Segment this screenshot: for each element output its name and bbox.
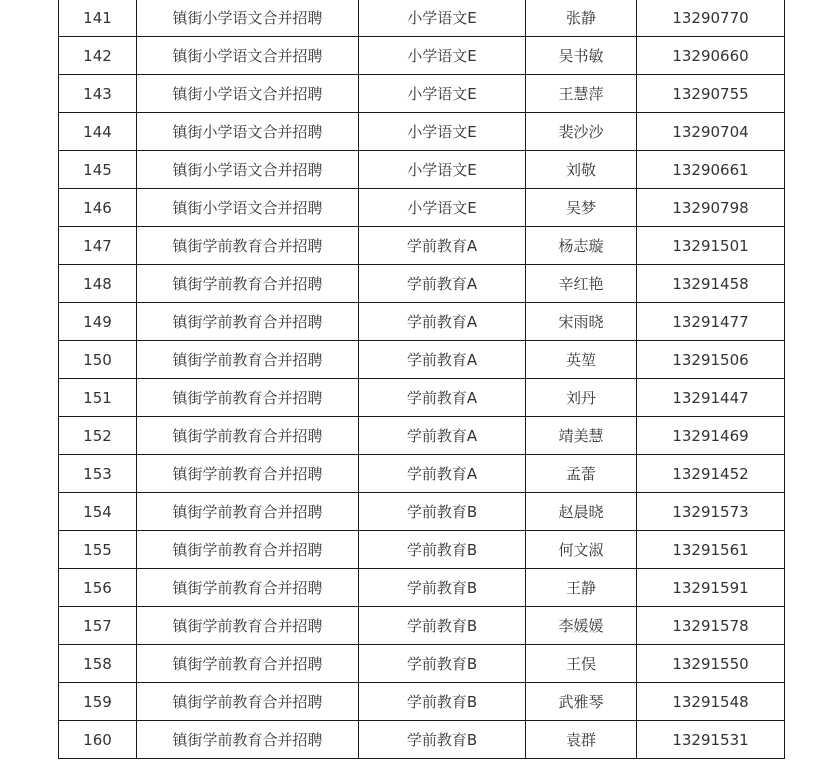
exam-id-cell: 13291531 (637, 721, 785, 759)
row-number-cell: 145 (59, 151, 137, 189)
recruitment-unit-cell: 镇街学前教育合并招聘 (137, 227, 359, 265)
name-cell: 吴书敏 (526, 37, 637, 75)
recruitment-unit-cell: 镇街小学语文合并招聘 (137, 151, 359, 189)
name-cell: 王俣 (526, 645, 637, 683)
row-number-cell: 144 (59, 113, 137, 151)
name-cell: 英堃 (526, 341, 637, 379)
row-number-cell: 148 (59, 265, 137, 303)
table-row (59, 531, 785, 569)
recruitment-unit-cell: 镇街学前教育合并招聘 (137, 417, 359, 455)
position-cell: 小学语文E (359, 113, 526, 151)
position-cell: 学前教育B (359, 493, 526, 531)
position-cell: 学前教育A (359, 417, 526, 455)
recruitment-unit-cell: 镇街学前教育合并招聘 (137, 721, 359, 759)
name-cell: 李媛媛 (526, 607, 637, 645)
recruitment-unit-cell: 镇街学前教育合并招聘 (137, 683, 359, 721)
name-cell: 张静 (526, 0, 637, 37)
table-row (59, 379, 785, 417)
exam-id-cell: 13291550 (637, 645, 785, 683)
row-number-cell: 156 (59, 569, 137, 607)
row-number-cell: 150 (59, 341, 137, 379)
position-cell: 学前教育A (359, 265, 526, 303)
exam-id-cell: 13291452 (637, 455, 785, 493)
name-cell: 何文淑 (526, 531, 637, 569)
name-cell: 王慧萍 (526, 75, 637, 113)
position-cell: 小学语文E (359, 75, 526, 113)
recruitment-unit-cell: 镇街学前教育合并招聘 (137, 341, 359, 379)
recruitment-unit-cell: 镇街学前教育合并招聘 (137, 265, 359, 303)
position-cell: 学前教育B (359, 721, 526, 759)
row-number-cell: 158 (59, 645, 137, 683)
name-cell: 刘敬 (526, 151, 637, 189)
recruitment-unit-cell: 镇街小学语文合并招聘 (137, 37, 359, 75)
exam-id-cell: 13291561 (637, 531, 785, 569)
row-number-cell: 157 (59, 607, 137, 645)
results-table-container (58, 0, 784, 759)
recruitment-unit-cell: 镇街学前教育合并招聘 (137, 645, 359, 683)
recruitment-unit-cell: 镇街学前教育合并招聘 (137, 303, 359, 341)
table-row (59, 645, 785, 683)
table-row (59, 607, 785, 645)
results-table (58, 0, 785, 759)
position-cell: 学前教育A (359, 379, 526, 417)
table-body (59, 0, 785, 759)
name-cell: 孟蕾 (526, 455, 637, 493)
table-row (59, 0, 785, 37)
table-row (59, 569, 785, 607)
position-cell: 学前教育B (359, 645, 526, 683)
name-cell: 杨志璇 (526, 227, 637, 265)
exam-id-cell: 13291469 (637, 417, 785, 455)
exam-id-cell: 13290660 (637, 37, 785, 75)
position-cell: 学前教育B (359, 569, 526, 607)
recruitment-unit-cell: 镇街小学语文合并招聘 (137, 0, 359, 37)
position-cell: 小学语文E (359, 0, 526, 37)
row-number-cell: 152 (59, 417, 137, 455)
recruitment-unit-cell: 镇街小学语文合并招聘 (137, 113, 359, 151)
row-number-cell: 151 (59, 379, 137, 417)
exam-id-cell: 13290704 (637, 113, 785, 151)
position-cell: 小学语文E (359, 37, 526, 75)
table-row (59, 113, 785, 151)
recruitment-unit-cell: 镇街学前教育合并招聘 (137, 569, 359, 607)
recruitment-unit-cell: 镇街学前教育合并招聘 (137, 455, 359, 493)
recruitment-unit-cell: 镇街学前教育合并招聘 (137, 493, 359, 531)
exam-id-cell: 13291458 (637, 265, 785, 303)
table-row (59, 721, 785, 759)
position-cell: 学前教育A (359, 455, 526, 493)
name-cell: 王静 (526, 569, 637, 607)
name-cell: 裴沙沙 (526, 113, 637, 151)
table-row (59, 151, 785, 189)
table-row (59, 303, 785, 341)
recruitment-unit-cell: 镇街小学语文合并招聘 (137, 189, 359, 227)
table-row (59, 683, 785, 721)
table-row (59, 37, 785, 75)
exam-id-cell: 13290661 (637, 151, 785, 189)
table-row (59, 455, 785, 493)
row-number-cell: 154 (59, 493, 137, 531)
exam-id-cell: 13290798 (637, 189, 785, 227)
row-number-cell: 149 (59, 303, 137, 341)
name-cell: 刘丹 (526, 379, 637, 417)
exam-id-cell: 13291548 (637, 683, 785, 721)
exam-id-cell: 13291501 (637, 227, 785, 265)
position-cell: 学前教育B (359, 607, 526, 645)
table-row (59, 227, 785, 265)
name-cell: 辛红艳 (526, 265, 637, 303)
recruitment-unit-cell: 镇街学前教育合并招聘 (137, 379, 359, 417)
row-number-cell: 147 (59, 227, 137, 265)
table-row (59, 265, 785, 303)
row-number-cell: 160 (59, 721, 137, 759)
row-number-cell: 153 (59, 455, 137, 493)
row-number-cell: 141 (59, 0, 137, 37)
position-cell: 小学语文E (359, 151, 526, 189)
row-number-cell: 146 (59, 189, 137, 227)
table-row (59, 75, 785, 113)
table-row (59, 493, 785, 531)
position-cell: 学前教育B (359, 531, 526, 569)
exam-id-cell: 13290770 (637, 0, 785, 37)
exam-id-cell: 13291506 (637, 341, 785, 379)
position-cell: 学前教育B (359, 683, 526, 721)
name-cell: 赵晨晓 (526, 493, 637, 531)
position-cell: 学前教育A (359, 227, 526, 265)
row-number-cell: 155 (59, 531, 137, 569)
recruitment-unit-cell: 镇街小学语文合并招聘 (137, 75, 359, 113)
exam-id-cell: 13291447 (637, 379, 785, 417)
exam-id-cell: 13291477 (637, 303, 785, 341)
table-row (59, 417, 785, 455)
table-row (59, 341, 785, 379)
name-cell: 吴梦 (526, 189, 637, 227)
row-number-cell: 143 (59, 75, 137, 113)
exam-id-cell: 13291578 (637, 607, 785, 645)
row-number-cell: 159 (59, 683, 137, 721)
name-cell: 宋雨晓 (526, 303, 637, 341)
name-cell: 靖美慧 (526, 417, 637, 455)
exam-id-cell: 13290755 (637, 75, 785, 113)
name-cell: 武雅琴 (526, 683, 637, 721)
position-cell: 小学语文E (359, 189, 526, 227)
position-cell: 学前教育A (359, 303, 526, 341)
name-cell: 袁群 (526, 721, 637, 759)
table-row (59, 189, 785, 227)
exam-id-cell: 13291591 (637, 569, 785, 607)
exam-id-cell: 13291573 (637, 493, 785, 531)
position-cell: 学前教育A (359, 341, 526, 379)
recruitment-unit-cell: 镇街学前教育合并招聘 (137, 531, 359, 569)
row-number-cell: 142 (59, 37, 137, 75)
recruitment-unit-cell: 镇街学前教育合并招聘 (137, 607, 359, 645)
